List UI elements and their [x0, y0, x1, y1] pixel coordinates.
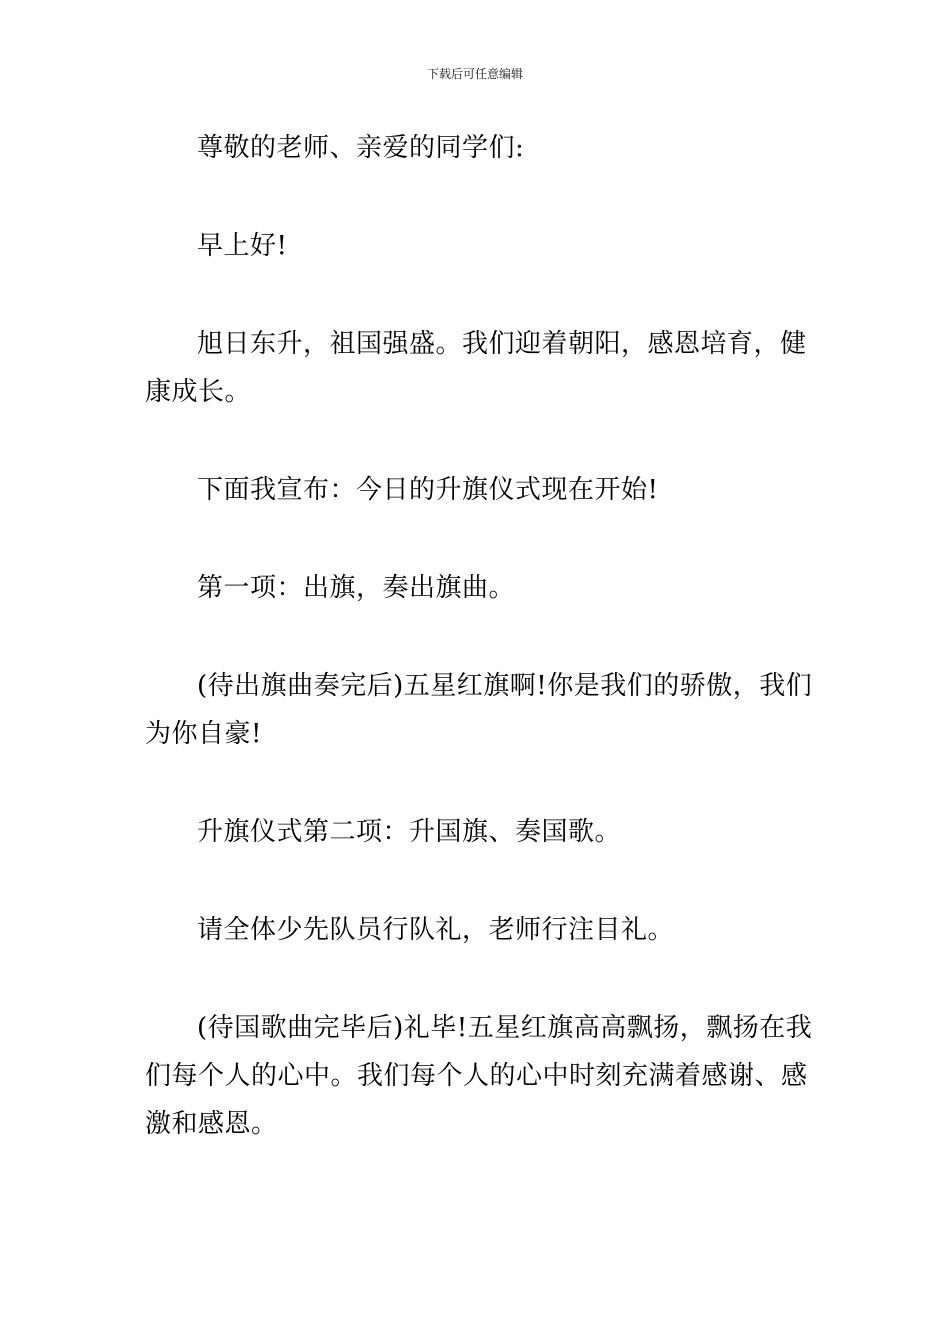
paragraph-item-one: 第一项：出旗，奏出旗曲。: [197, 573, 516, 603]
paragraph-good-morning: 早上好!: [197, 231, 288, 261]
paragraph-opening: 旭日东升，祖国强盛。我们迎着朝阳，感恩培育，健康成长。: [145, 329, 807, 407]
paragraph-flag-tribute: (待出旗曲奏完后)五星红旗啊!你是我们的骄傲，我们为你自豪!: [145, 671, 813, 749]
page-header-note: 下载后可任意编辑: [426, 67, 523, 81]
paragraph-salute: 请全体少先队员行队礼，老师行注目礼。: [197, 915, 675, 945]
paragraph-greeting: 尊敬的老师、亲爱的同学们:: [197, 133, 525, 163]
document-body: [145, 124, 813, 1148]
paragraph-closing: (待国歌曲完毕后)礼毕!五星红旗高高飘扬，飘扬在我们每个人的心中。我们每个人的心中时刻充满着感谢、感激和感恩。: [145, 1013, 813, 1139]
paragraph-item-two: 升旗仪式第二项：升国旗、奏国歌。: [197, 817, 622, 847]
paragraph-announcement: 下面我宣布：今日的升旗仪式现在开始!: [197, 475, 659, 505]
